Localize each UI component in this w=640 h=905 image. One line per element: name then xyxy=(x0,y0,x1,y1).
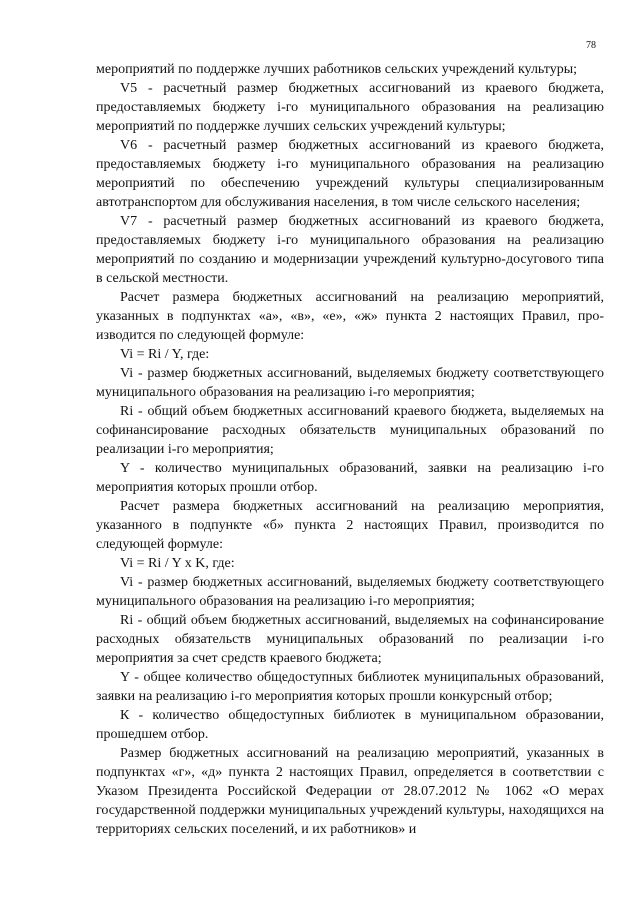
paragraph-3: V6 - расчетный размер бюджетных ассигнований из краевого бюджета, предоставляемых бюджету i-го муниципального образования на реализацию мероприятий по обеспечению учреждений культуры специализированным автотранспортом для обслуживания населения, в том числе сельского населения; xyxy=(96,138,604,210)
paragraph-12: Vi - размер бюджетных ассигнований, выделяемых бюджету соответствующего муниципального образования на реализацию i-го мероприятия; xyxy=(96,575,604,609)
paragraph-4: V7 - расчетный размер бюджетных ассигнований из краевого бюджета, предоставляемых бюджету i-го муниципального образования на реализацию мероприятий по созданию и модернизации учреждений культурно-досугового типа в сельской местности. xyxy=(96,214,604,286)
paragraph-16: Размер бюджетных ассигнований на реализацию мероприятий, указанных в подпунктах «г», «д» пункта 2 настоящих Правил, определяется в соответствии с Указом Президента Российской Федерации от 28.07.2012 № 1062 «О мерах государственной поддержки муниципальных учреждений культуры, находящихся на территориях сельских поселений, и их работников» и xyxy=(96,746,604,837)
paragraph-13: Ri - общий объем бюджетных ассигнований, выделяемых на софинансирование расходных обязательств муниципальных образований по реализации i-го мероприятия за счет средств краевого бюджета; xyxy=(96,613,604,666)
paragraph-2: V5 - расчетный размер бюджетных ассигнований из краевого бюджета, предоставляемых бюджету i-го муниципального образования на реализацию мероприятий по поддержке лучших сельских учреждений культуры; xyxy=(96,81,604,134)
page-number: 78 xyxy=(586,40,596,51)
document-body xyxy=(96,60,604,839)
paragraph-9: Y - количество муниципальных образований, заявки на реализацию i-го мероприятия которых прошли отбор. xyxy=(96,461,604,495)
paragraph-7: Vi - размер бюджетных ассигнований, выделяемых бюджету соответствующего муниципального образования на реализацию i-го мероприятия; xyxy=(96,366,604,400)
formula-2: Vi = Ri / Y x K, где: xyxy=(120,556,235,571)
formula-1: Vi = Ri / Y, где: xyxy=(120,347,210,362)
paragraph-5: Расчет размера бюджетных ассигнований на реализацию мероприятий, указанных в подпунктах «а», «в», «е», «ж» пункта 2 настоящих Правил, производится по следующей формуле: xyxy=(96,290,604,343)
paragraph-8: Ri - общий объем бюджетных ассигнований краевого бюджета, выделяемых на софинансирование расходных обязательств муниципальных образований по реализации i-го мероприятия; xyxy=(96,404,604,457)
paragraph-1: мероприятий по поддержке лучших работников сельских учреждений культуры; xyxy=(96,62,578,77)
paragraph-15: К - количество общедоступных библиотек в муниципальном образовании, прошедшем отбор. xyxy=(96,708,604,742)
paragraph-10: Расчет размера бюджетных ассигнований на реализацию мероприятия, указанного в подпункте «б» пункта 2 настоящих Правил, производится по следующей формуле: xyxy=(96,499,604,552)
paragraph-14: Y - общее количество общедоступных библиотек муниципальных образований, заявки на реализацию i-го мероприятия которых прошли конкурсный отбор; xyxy=(96,670,604,704)
